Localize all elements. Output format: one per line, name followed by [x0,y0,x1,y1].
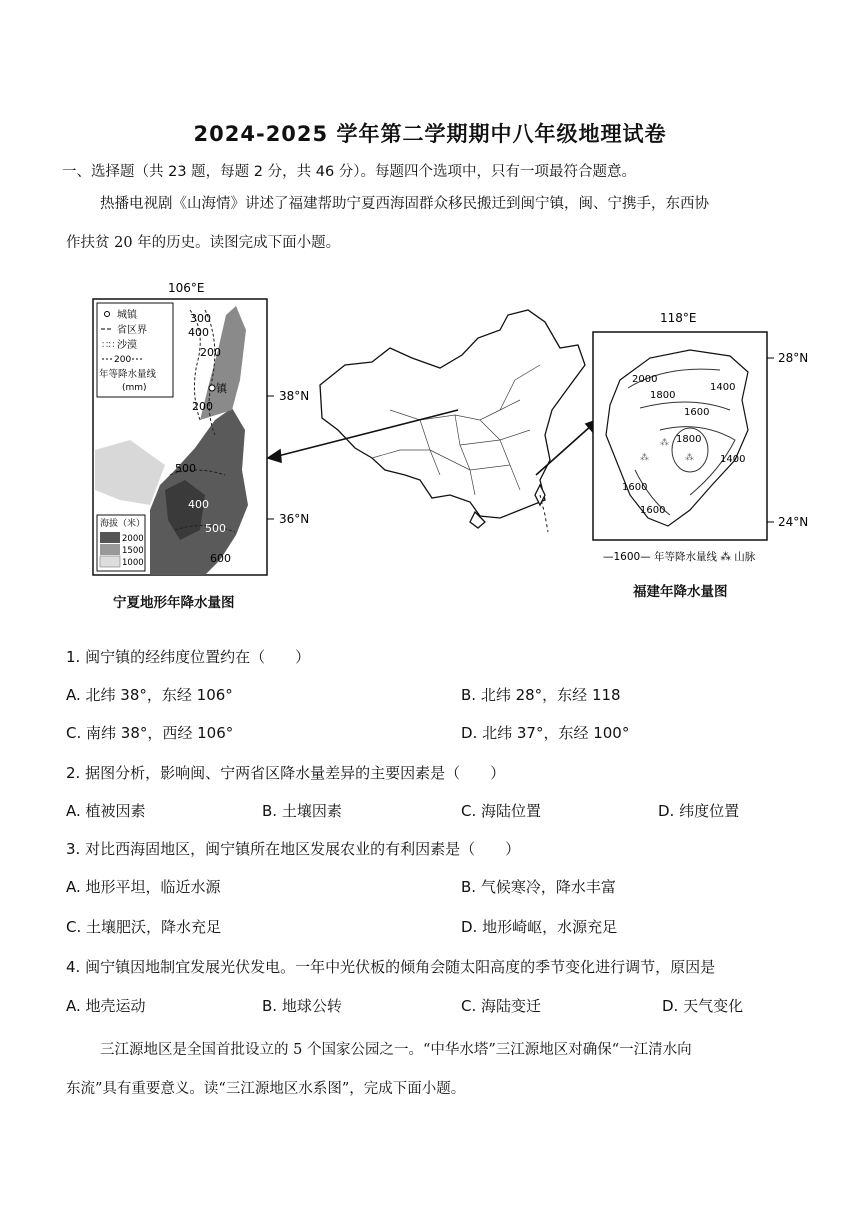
q3-option-a[interactable]: A. 地形平坦，临近水源 [66,878,221,896]
intro-line-2: 作扶贫 20 年的历史。读图完成下面小题。 [66,235,341,251]
q1-option-a[interactable]: A. 北纬 38°，东经 106° [66,686,233,704]
legend-item: 沙漠 [117,340,137,351]
ningxia-lat-bottom: 36°N [279,512,310,526]
svg-text:∷∷: ∷∷ [102,340,115,351]
town-marker [209,385,215,391]
legend-item: (mm) [122,383,147,393]
figure-area [0,270,860,630]
intro-line-1: 热播电视剧《山海情》讲述了福建帮助宁夏西海固群众移民搬迁到闽宁镇，闽、宁携手，东西协 [100,196,709,212]
question-4-stem: 4. 闽宁镇因地制宜发展光伏发电。一年中光伏板的倾角会随太阳高度的季节变化进行调节，原因是 [66,958,716,976]
legend-item: 城镇 [117,310,137,321]
ningxia-caption: 宁夏地形年降水量图 [113,595,235,611]
elevation-value: 1500 [122,546,144,556]
ningxia-isohyet-label: 400 [188,498,209,511]
legend-item: 年等降水量线 [99,369,157,380]
passage2-line-1: 三江源地区是全国首批设立的 5 个国家公园之一。“中华水塔”三江源地区对确保“一江清水向 [100,1042,692,1058]
fujian-map [593,311,808,563]
q1-option-d[interactable]: D. 北纬 37°，东经 100° [461,724,630,742]
q3-option-d[interactable]: D. 地形崎岖，水源充足 [461,918,618,936]
q4-option-d[interactable]: D. 天气变化 [662,997,744,1015]
fujian-isohyet-label: 1400 [720,454,746,465]
q2-option-c[interactable]: C. 海陆位置 [461,802,542,820]
elevation-value: 1000 [122,558,144,568]
passage2-line-2: 东流”具有重要意义。读“三江源地区水系图”，完成下面小题。 [66,1081,466,1097]
svg-text:⁂: ⁂ [685,453,694,463]
q4-option-a[interactable]: A. 地壳运动 [66,997,146,1015]
ningxia-map [93,281,309,575]
fujian-lon-label: 118°E [660,311,697,325]
q2-option-d[interactable]: D. 纬度位置 [658,802,740,820]
town-label: 镇 [216,382,227,395]
question-2-stem: 2. 据图分析，影响闽、宁两省区降水量差异的主要因素是（ ） [66,764,506,782]
fujian-isohyet-label: 1600 [622,482,648,493]
ningxia-lon-label: 106°E [168,281,205,295]
fujian-caption: 福建年降水量图 [633,584,728,600]
ningxia-isohyet-label: 600 [210,552,231,565]
q2-option-a[interactable]: A. 植被因素 [66,802,146,820]
q1-option-b[interactable]: B. 北纬 28°，东经 118 [461,686,621,704]
fujian-isohyet-label: 2000 [632,374,658,385]
q4-option-b[interactable]: B. 地球公转 [262,997,342,1015]
fujian-isohyet-label: 1600 [684,407,710,418]
fujian-isohyet-label: 1800 [650,390,676,401]
ningxia-isohyet-label: 200 [200,346,221,359]
q1-option-c[interactable]: C. 南纬 38°，西经 106° [66,724,234,742]
ningxia-isohyet-label: 300 [190,312,211,325]
fujian-isohyet-label: 1400 [710,382,736,393]
svg-text:⁂: ⁂ [660,438,669,448]
ningxia-isohyet-label: 400 [188,326,209,339]
legend-item: 200 [114,355,132,365]
ningxia-lat-top: 38°N [279,389,310,403]
fujian-lat-bottom: 24°N [778,515,809,529]
legend-item: 省区界 [117,325,147,336]
china-map [320,310,585,532]
question-1-stem: 1. 闽宁镇的经纬度位置约在（ ） [66,648,311,666]
ningxia-isohyet-label: 200 [192,400,213,413]
svg-text:⁂: ⁂ [640,453,649,463]
elevation-title: 海拔（米） [100,519,146,529]
fujian-isohyet-label: 1600 [640,505,666,516]
ningxia-isohyet-label: 500 [175,462,196,475]
ningxia-isohyet-label: 500 [205,522,226,535]
fujian-lat-top: 28°N [778,351,809,365]
section-heading: 一、选择题（共 23 题，每题 2 分，共 46 分）。每题四个选项中，只有一项最符合题意。 [62,164,637,180]
question-3-stem: 3. 对比西海固地区，闽宁镇所在地区发展农业的有利因素是（ ） [66,840,521,858]
q4-option-c[interactable]: C. 海陆变迁 [461,997,542,1015]
q2-option-b[interactable]: B. 土壤因素 [262,802,342,820]
q3-option-c[interactable]: C. 土壤肥沃，降水充足 [66,918,222,936]
fujian-isohyet-label: 1800 [676,434,702,445]
page-title: 2024-2025 学年第二学期期中八年级地理试卷 [193,122,667,146]
q3-option-b[interactable]: B. 气候寒冷，降水丰富 [461,878,616,896]
elevation-value: 2000 [122,534,144,544]
fujian-legend: —1600— 年等降水量线 ⁂ 山脉 [603,551,756,563]
